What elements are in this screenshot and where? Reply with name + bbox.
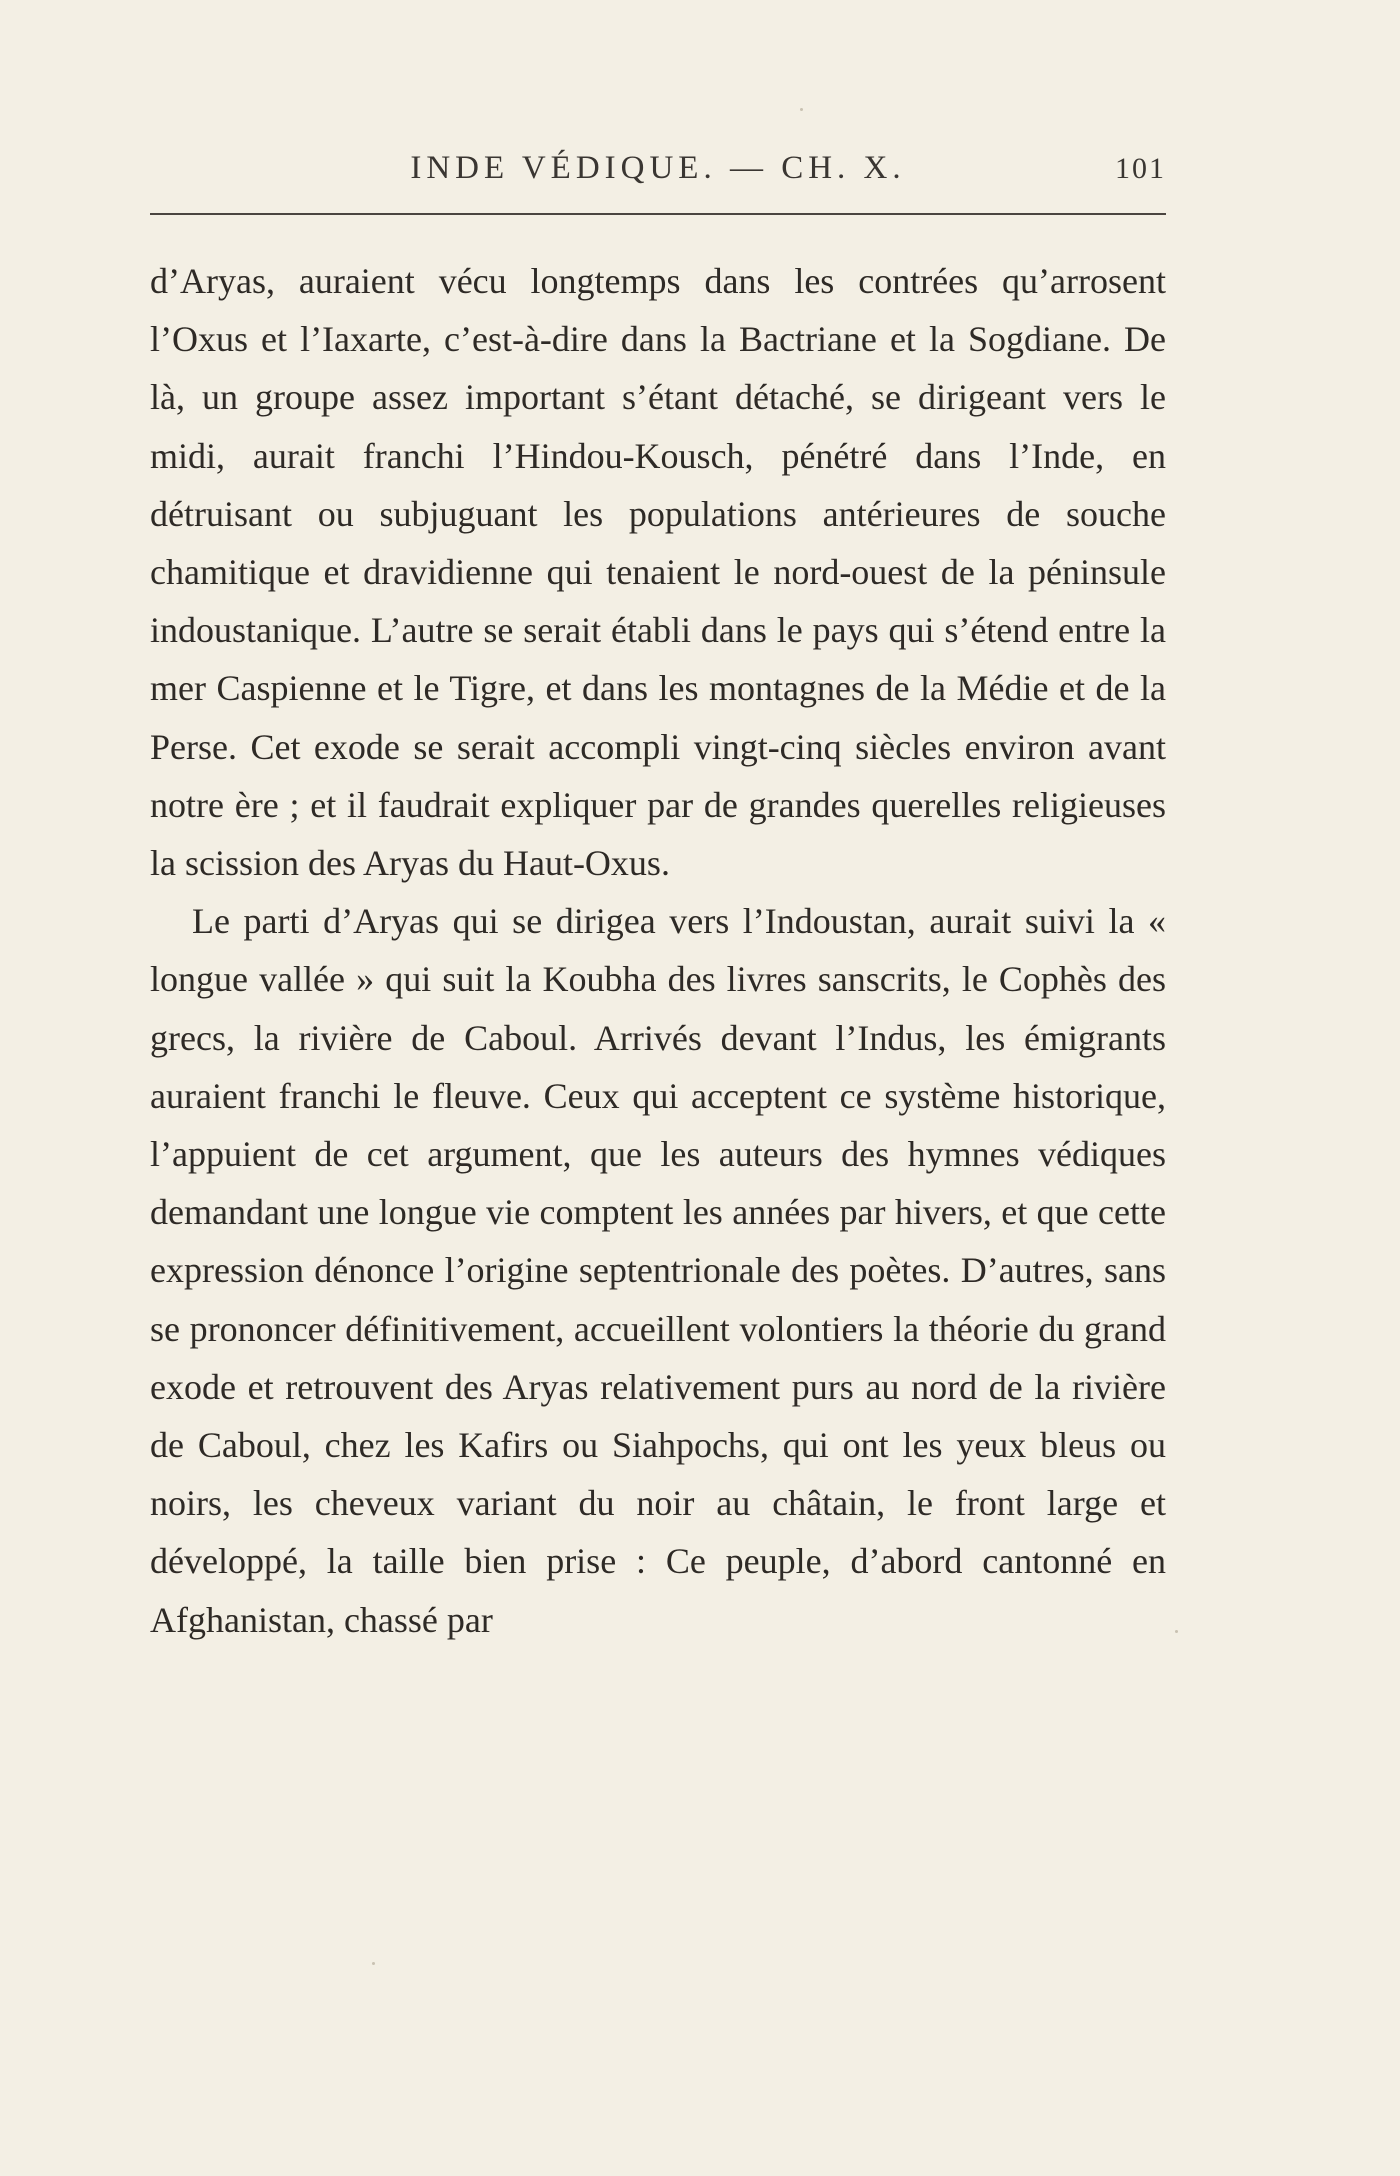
paragraph-1: d’Aryas, auraient vécu longtemps dans les contrées qu’arrosent l’Oxus et l’Iaxarte, c’est-à-dire dans la Bactriane et la Sogdiane. De là, un groupe assez important s’étant détaché, se dirigeant vers le midi, aurait franchi l’Hindou-Kousch, pénétré dans l’Inde, en détruisant ou subjuguant les populations antérieures de souche chamitique et dravidienne qui tenaient le nord-ouest de la péninsule indoustanique. L’autre se serait établi dans le pays qui s’étend entre la mer Caspienne et le Tigre, et dans les montagnes de la Médie et de la Perse. Cet exode se serait accompli vingt-cinq siècles environ avant notre ère ; et il faudrait expliquer par de grandes querelles religieuses la scission des Aryas du Haut-Oxus. <box>150 261 1166 884</box>
paper-speck <box>372 1962 375 1965</box>
paper-speck <box>1175 1630 1178 1633</box>
running-title: INDE VÉDIQUE. — CH. X. <box>410 150 906 186</box>
running-head <box>150 150 1166 194</box>
header-rule <box>150 213 1166 215</box>
paper-speck <box>800 108 803 111</box>
paragraph-2: Le parti d’Aryas qui se dirigea vers l’Indoustan, aurait suivi la « longue vallée » qui suit la Koubha des livres sanscrits, le Cophès des grecs, la rivière de Caboul. Arrivés devant l’Indus, les émigrants auraient franchi le fleuve. Ceux qui acceptent ce système historique, l’appuient de cet argument, que les auteurs des hymnes védiques demandant une longue vie comptent les années par hivers, et que cette expression dénonce l’origine septentrionale des poètes. D’autres, sans se prononcer définitivement, accueillent volontiers la théorie du grand exode et retrouvent des Aryas relativement purs au nord de la rivière de Caboul, chez les Kafirs ou Siahpochs, qui ont les yeux bleus ou noirs, les cheveux variant du noir au châtain, le front large et développé, la taille bien prise : Ce peuple, d’abord cantonné en Afghanistan, chassé par <box>150 901 1166 1640</box>
body-text <box>150 252 1166 1649</box>
page-number: 101 <box>1115 152 1166 185</box>
